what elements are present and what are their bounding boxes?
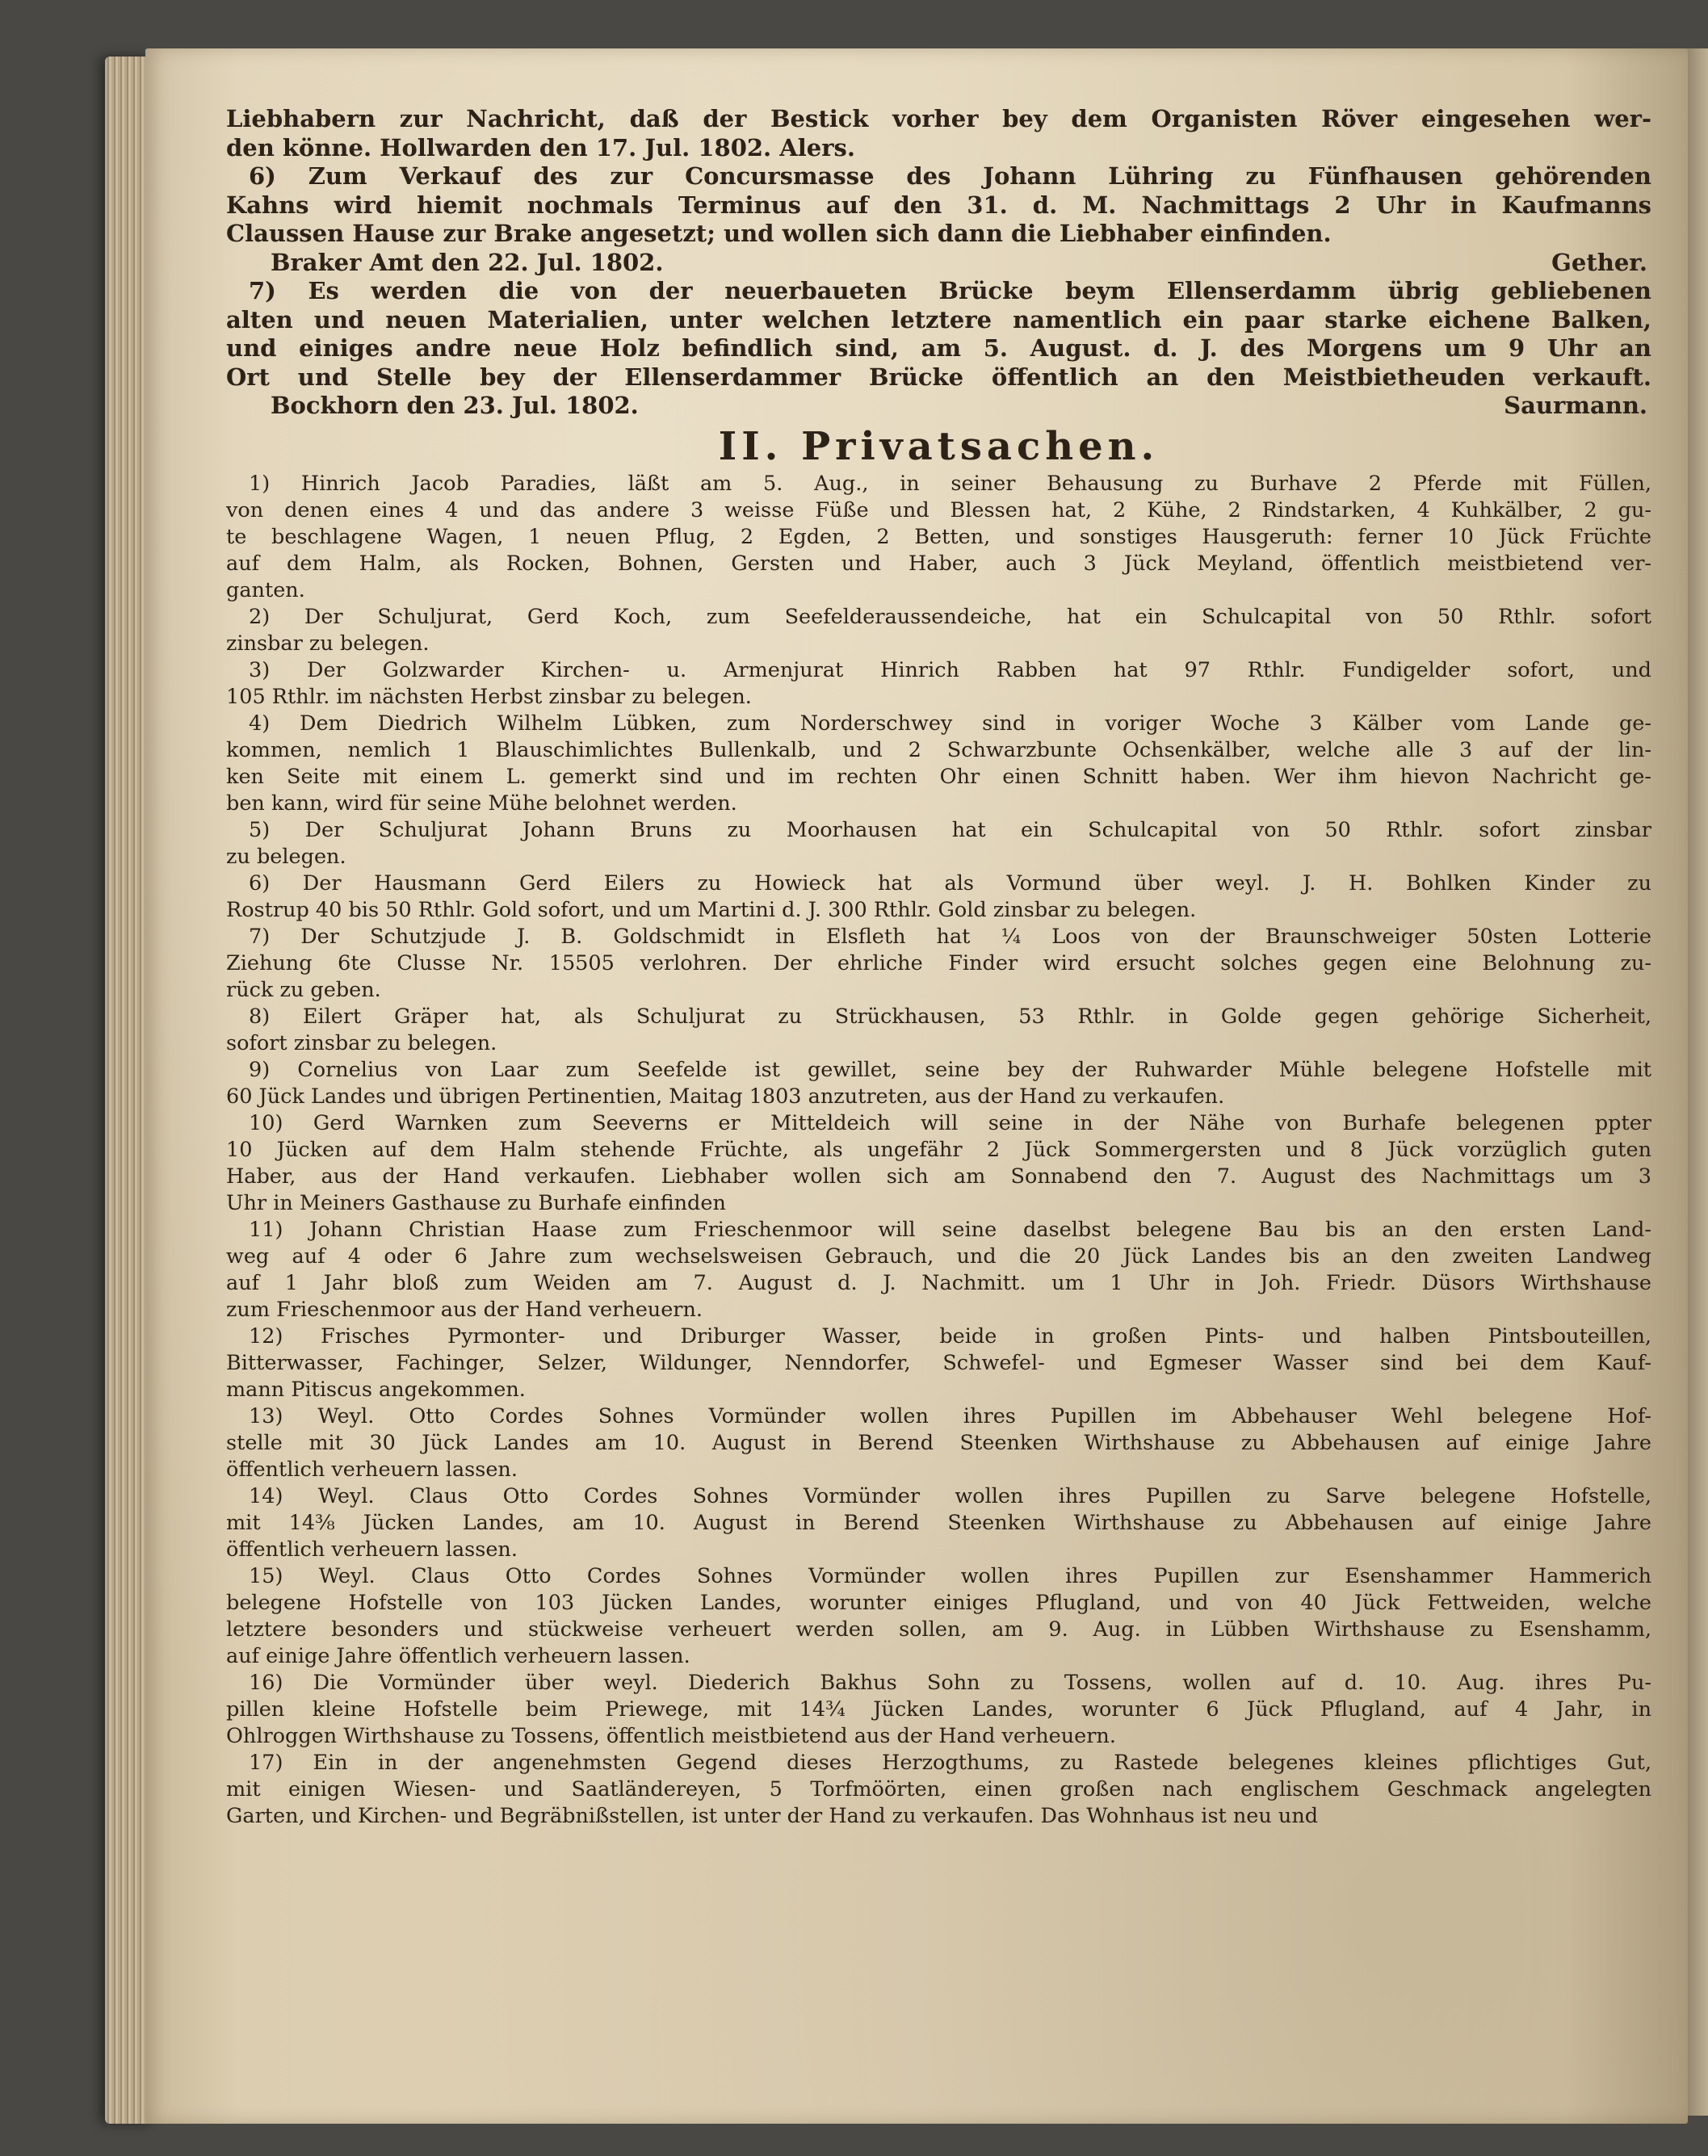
- text-line: 6) Zum Verkauf des zur Concursmasse des Johann Lühring zu Fünfhausen gehörenden: [249, 162, 1651, 190]
- signature-place-date: Bockhorn den 23. Jul. 1802.: [271, 392, 639, 419]
- text-line: Rostrup 40 bis 50 Rthlr. Gold sofort, und um Martini d. J. 300 Rthlr. Gold zinsbar zu belegen.: [226, 897, 1197, 922]
- text-line: sofort zinsbar zu belegen.: [226, 1030, 497, 1055]
- text-line: mit einigen Wiesen- und Saatländereyen, 5 Torfmöörten, einen großen nach englischem Geschmack angelegten: [226, 1776, 1651, 1802]
- text-line: 60 Jück Landes und übrigen Pertinentien, Maitag 1803 anzutreten, aus der Hand zu verkaufen.: [226, 1084, 1225, 1109]
- notice-6: [226, 162, 1651, 277]
- private-notice-8: [226, 1004, 1651, 1057]
- private-notice-4: [226, 711, 1651, 817]
- text-line: letztere besonders und stückweise verheuert werden sollen, am 9. Aug. in Lübben Wirthshause zu Esenshamm,: [226, 1617, 1651, 1642]
- text-line: 6) Der Hausmann Gerd Eilers zu Howieck hat als Vormund über weyl. J. H. Bohlken Kinder zu: [249, 870, 1651, 896]
- text-line: weg auf 4 oder 6 Jahre zum wechselsweisen Gebrauch, und die 20 Jück Landes bis an den zweiten Landweg: [226, 1244, 1651, 1269]
- notice-7-signature: [226, 392, 1651, 421]
- text-line: stelle mit 30 Jück Landes am 10. August in Berend Steenken Wirthshause zu Abbehausen auf einige Jahre: [226, 1430, 1651, 1455]
- page-text: [226, 105, 1651, 1830]
- text-line: zinsbar zu belegen.: [226, 631, 430, 656]
- text-line: Haber, aus der Hand verkaufen. Liebhaber wollen sich am Sonnabend den 7. August des Nachmittags um 3: [226, 1164, 1651, 1189]
- text-line: 105 Rthlr. im nächsten Herbst zinsbar zu belegen.: [226, 684, 752, 709]
- text-line: 8) Eilert Gräper hat, als Schuljurat zu Strückhausen, 53 Rthlr. in Golde gegen gehörige Sicherheit,: [249, 1004, 1651, 1029]
- text-line: Ort und Stelle bey der Ellenserdammer Brücke öffentlich an den Meistbietheuden verkauft.: [226, 363, 1651, 391]
- text-line: 9) Cornelius von Laar zum Seefelde ist gewillet, seine bey der Ruhwarder Mühle belegene Hofstelle mit: [249, 1057, 1651, 1082]
- text-line: Ohlroggen Wirthshause zu Tossens, öffentlich meistbietend aus der Hand verheuern.: [226, 1723, 1116, 1748]
- text-line: 1) Hinrich Jacob Paradies, läßt am 5. Aug., in seiner Behausung zu Burhave 2 Pferde mit Füllen,: [249, 471, 1651, 496]
- text-line: 10) Gerd Warnken zum Seeverns er Mitteldeich will seine in der Nähe von Burhafe belegenen ppter: [249, 1110, 1651, 1135]
- text-line: Garten, und Kirchen- und Begräbnißstellen, ist unter der Hand zu verkaufen. Das Wohnhaus ist neu und: [226, 1803, 1319, 1828]
- text-line: 3) Der Golzwarder Kirchen- u. Armenjurat Hinrich Rabben hat 97 Rthlr. Fundigelder sofort, und: [249, 657, 1651, 682]
- signature-name: Saurmann.: [1504, 392, 1647, 419]
- text-line: 13) Weyl. Otto Cordes Sohnes Vormünder wollen ihres Pupillen im Abbehauser Wehl belegene Hof-: [249, 1403, 1651, 1428]
- text-line: 2) Der Schuljurat, Gerd Koch, zum Seefelderaussendeiche, hat ein Schulcapital von 50 Rthlr. sofort: [249, 604, 1651, 629]
- text-line: te beschlagene Wagen, 1 neuen Pflug, 2 Egden, 2 Betten, und sonstiges Hausgeruth: ferner 10 Jück Früchte: [226, 524, 1651, 549]
- private-notices: [226, 471, 1651, 1830]
- private-notice-9: [226, 1057, 1651, 1110]
- text-line: 11) Johann Christian Haase zum Frieschenmoor will seine daselbst belegene Bau bis an den ersten Land-: [249, 1217, 1651, 1242]
- text-line: öffentlich verheuern lassen.: [226, 1457, 518, 1482]
- text-line: Ziehung 6te Clusse Nr. 15505 verlohren. Der ehrliche Finder wird ersucht solches gegen eine Belohnung zu-: [226, 950, 1651, 975]
- section-heading: II. Privatsachen.: [718, 423, 1160, 469]
- text-line: pillen kleine Hofstelle beim Priewege, mit 14¾ Jücken Landes, worunter 6 Jück Pflugland, auf 4 Jahr, in: [226, 1697, 1651, 1722]
- private-notice-12: [226, 1323, 1651, 1403]
- text-line: 5) Der Schuljurat Johann Bruns zu Moorhausen hat ein Schulcapital von 50 Rthlr. sofort zinsbar: [249, 817, 1651, 842]
- text-line: rück zu geben.: [226, 977, 381, 1002]
- text-line: Kahns wird hiemit nochmals Terminus auf den 31. d. M. Nachmittags 2 Uhr in Kaufmanns: [226, 191, 1651, 219]
- signature-place-date: Braker Amt den 22. Jul. 1802.: [271, 248, 664, 276]
- text-line: ken Seite mit einem L. gemerkt sind und im rechten Ohr einen Schnitt haben. Wer ihm hievon Nachricht ge-: [226, 764, 1651, 789]
- document-page: [145, 48, 1688, 2124]
- text-line: 14) Weyl. Claus Otto Cordes Sohnes Vormünder wollen ihres Pupillen zu Sarve belegene Hofstelle,: [249, 1483, 1651, 1508]
- notice-5-continued: [226, 105, 1651, 162]
- text-line: den könne. Hollwarden den 17. Jul. 1802. Alers.: [226, 133, 855, 161]
- private-notice-5: [226, 817, 1651, 870]
- text-line: mit 14⅜ Jücken Landes, am 10. August in Berend Steenken Wirthshause zu Abbehausen auf einige Jahre: [226, 1510, 1651, 1535]
- private-notice-15: [226, 1563, 1651, 1670]
- text-line: öffentlich verheuern lassen.: [226, 1537, 518, 1562]
- text-line: 17) Ein in der angenehmsten Gegend dieses Herzogthums, zu Rastede belegenes kleines pflichtiges Gut,: [249, 1750, 1651, 1775]
- notice-6-signature: [226, 249, 1651, 278]
- private-notice-13: [226, 1403, 1651, 1483]
- text-line: belegene Hofstelle von 103 Jücken Landes, worunter einiges Pflugland, und von 40 Jück Fettweiden, welche: [226, 1590, 1651, 1615]
- text-line: Liebhabern zur Nachricht, daß der Bestick vorher bey dem Organisten Röver eingesehen wer-: [226, 105, 1651, 132]
- text-line: 7) Der Schutzjude J. B. Goldschmidt in Elsfleth hat ¼ Loos von der Braunschweiger 50sten Lotterie: [249, 924, 1651, 949]
- text-line: 12) Frisches Pyrmonter- und Driburger Wasser, beide in großen Pints- und halben Pintsbouteillen,: [249, 1323, 1651, 1349]
- private-notice-16: [226, 1670, 1651, 1750]
- private-notice-14: [226, 1483, 1651, 1563]
- text-line: 7) Es werden die von der neuerbaueten Brücke beym Ellenserdamm übrig gebliebenen: [249, 277, 1651, 304]
- text-line: und einiges andre neue Holz befindlich sind, am 5. August. d. J. des Morgens um 9 Uhr an: [226, 334, 1651, 362]
- text-line: Bitterwasser, Fachinger, Selzer, Wildunger, Nenndorfer, Schwefel- und Egmeser Wasser sind bei dem Kauf-: [226, 1350, 1651, 1375]
- private-notice-10: [226, 1110, 1651, 1217]
- text-line: auf einige Jahre öffentlich verheuern lassen.: [226, 1643, 690, 1668]
- private-notice-11: [226, 1217, 1651, 1323]
- text-line: auf 1 Jahr bloß zum Weiden am 7. August d. J. Nachmitt. um 1 Uhr in Joh. Friedr. Düsors Wirthshause: [226, 1270, 1651, 1295]
- text-line: zu belegen.: [226, 844, 346, 869]
- text-line: mann Pitiscus angekommen.: [226, 1377, 526, 1402]
- text-line: 15) Weyl. Claus Otto Cordes Sohnes Vormünder wollen ihres Pupillen zur Esenshammer Hammerich: [249, 1563, 1651, 1588]
- text-line: kommen, nemlich 1 Blauschimlichtes Bullenkalb, und 2 Schwarzbunte Ochsenkälber, welche alle 3 auf der lin-: [226, 737, 1651, 762]
- private-notice-3: [226, 657, 1651, 711]
- text-line: auf dem Halm, als Rocken, Bohnen, Gersten und Haber, auch 3 Jück Meyland, öffentlich meistbietend ver-: [226, 551, 1651, 576]
- text-line: 4) Dem Diedrich Wilhelm Lübken, zum Norderschwey sind in voriger Woche 3 Kälber vom Lande ge-: [249, 711, 1651, 736]
- private-notice-7: [226, 924, 1651, 1004]
- private-notice-1: [226, 471, 1651, 604]
- text-line: zum Frieschenmoor aus der Hand verheuern.: [226, 1297, 703, 1322]
- text-line: ganten.: [226, 577, 305, 602]
- text-line: 16) Die Vormünder über weyl. Diederich Bakhus Sohn zu Tossens, wollen auf d. 10. Aug. ihres Pu-: [249, 1670, 1651, 1695]
- text-line: alten und neuen Materialien, unter welchen letztere namentlich ein paar starke eichene Balken,: [226, 305, 1651, 333]
- private-notice-2: [226, 604, 1651, 657]
- private-notice-6: [226, 870, 1651, 924]
- text-line: 10 Jücken auf dem Halm stehende Früchte, als ungefähr 2 Jück Sommergersten und 8 Jück vorzüglich guten: [226, 1137, 1651, 1162]
- text-line: ben kann, wird für seine Mühe belohnet werden.: [226, 791, 737, 816]
- signature-name: Gether.: [1551, 248, 1647, 276]
- text-line: Claussen Hause zur Brake angesetzt; und wollen sich dann die Liebhaber einfinden.: [226, 220, 1332, 247]
- text-line: von denen eines 4 und das andere 3 weisse Füße und Blessen hat, 2 Kühe, 2 Rindstarken, 4 Kuhkälber, 2 gu-: [226, 497, 1651, 522]
- notice-7: [226, 277, 1651, 421]
- text-line: Uhr in Meiners Gasthause zu Burhafe einfinden: [226, 1190, 726, 1215]
- private-notice-17: [226, 1750, 1651, 1830]
